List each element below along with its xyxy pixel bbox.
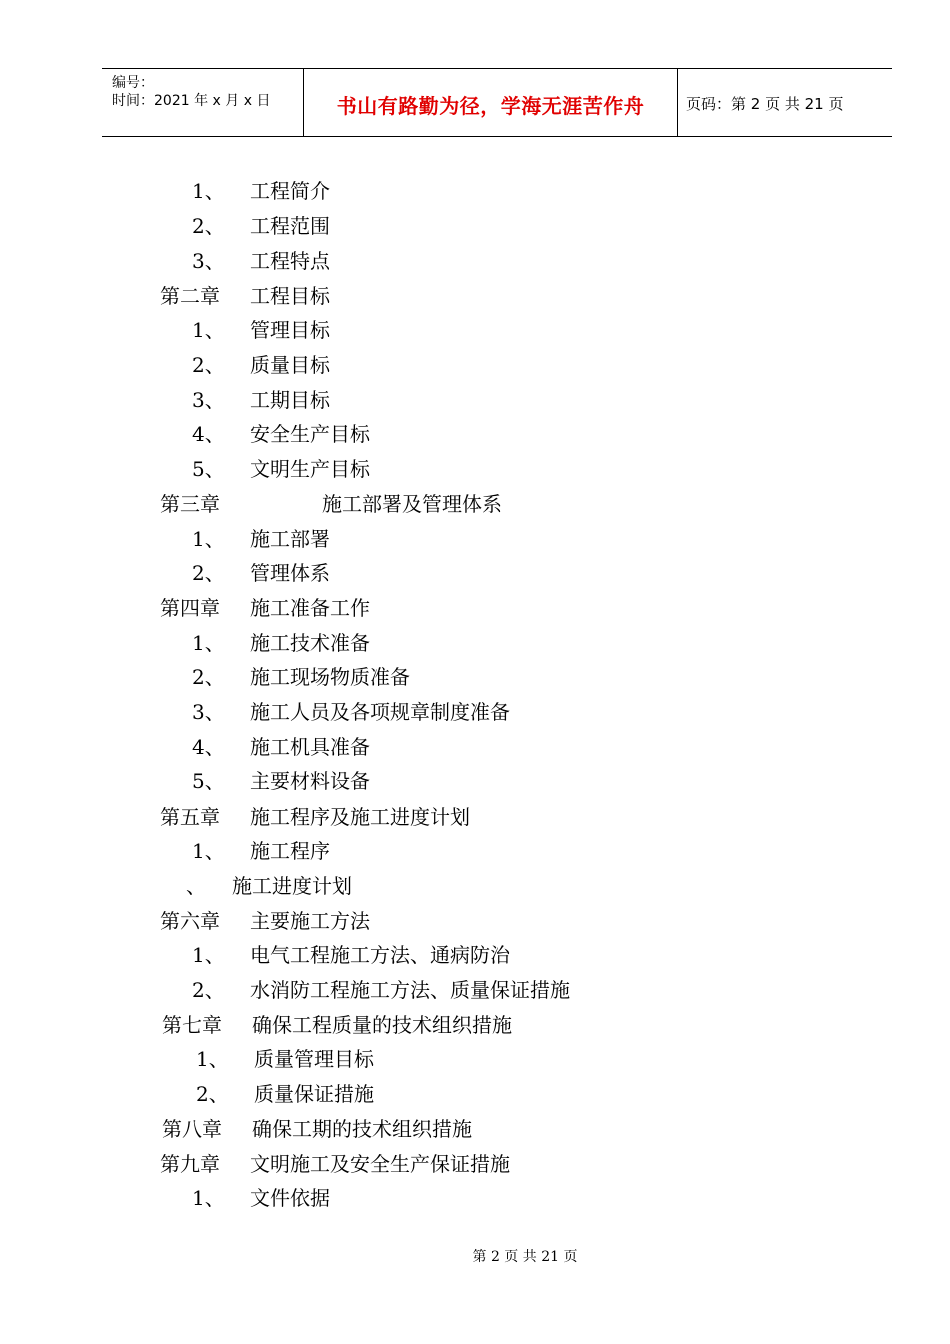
toc-item-number: 4、 (192, 735, 225, 759)
toc-item-title: 文件依据 (250, 1186, 330, 1210)
toc-item-title: 文明生产目标 (250, 457, 370, 481)
toc-item-title: 工程范围 (250, 214, 330, 238)
toc-item-number: 3、 (192, 700, 225, 724)
toc-item-title: 施工人员及各项规章制度准备 (250, 700, 510, 724)
toc-item-title: 主要材料设备 (250, 769, 370, 793)
toc-item-title: 施工机具准备 (250, 735, 370, 759)
toc-item-title: 工程简介 (250, 179, 330, 203)
toc-item-number: 5、 (192, 457, 225, 481)
toc-item-title: 工期目标 (250, 388, 330, 412)
toc-chapter-title: 确保工期的技术组织措施 (252, 1117, 472, 1141)
toc-item-title: 施工部署 (250, 527, 330, 551)
toc-item-number: 1、 (192, 631, 225, 655)
toc-item-number: 2、 (192, 561, 225, 585)
toc-item-number: 1、 (192, 839, 225, 863)
toc-item-title: 工程特点 (250, 249, 330, 273)
toc-item-number: 2、 (192, 353, 225, 377)
toc-item-title: 施工技术准备 (250, 631, 370, 655)
toc-chapter-title: 工程目标 (250, 284, 330, 308)
toc-item-number: 1、 (192, 318, 225, 342)
toc-item-title: 施工进度计划 (232, 874, 352, 898)
toc-chapter-title: 主要施工方法 (250, 909, 370, 933)
toc-item-number: 1、 (192, 943, 225, 967)
toc-item-number: 2、 (192, 214, 225, 238)
toc-item-number: 1、 (192, 527, 225, 551)
toc-chapter-number: 第五章 (160, 805, 220, 829)
toc-item-number: 5、 (192, 769, 225, 793)
toc-item-title: 质量目标 (250, 353, 330, 377)
toc-chapter-title: 施工程序及施工进度计划 (250, 805, 470, 829)
toc-chapter-number: 第三章 (160, 492, 220, 516)
toc-item-number: 3、 (192, 388, 225, 412)
toc-chapter-number: 第九章 (160, 1152, 220, 1176)
number-label: 编号： (112, 75, 154, 91)
toc-item-number: 3、 (192, 249, 225, 273)
toc-chapter-number: 第四章 (160, 596, 220, 620)
toc-item-number: 1、 (192, 1186, 225, 1210)
toc-item-title: 管理目标 (250, 318, 330, 342)
toc-chapter-number: 第七章 (162, 1013, 222, 1037)
toc-chapter-title: 确保工程质量的技术组织措施 (252, 1013, 512, 1037)
toc-item-number: 2、 (192, 665, 225, 689)
motto: 书山有路勤为径，学海无涯苦作舟 (336, 94, 645, 118)
toc-item-title: 安全生产目标 (250, 422, 370, 446)
toc-item-title: 质量保证措施 (254, 1082, 374, 1106)
toc-item-number: 1、 (196, 1047, 229, 1071)
toc-item-number: 2、 (192, 978, 225, 1002)
time-label: 时间：2021 年 x 月 x 日 (112, 93, 271, 109)
toc-item-title: 施工现场物质准备 (250, 665, 410, 689)
toc-item-number: 、 (186, 874, 206, 898)
toc-chapter-number: 第八章 (162, 1117, 222, 1141)
toc-item-title: 电气工程施工方法、通病防治 (250, 943, 510, 967)
toc-chapter-number: 第六章 (160, 909, 220, 933)
toc-chapter-title: 施工部署及管理体系 (322, 492, 502, 516)
toc-item-number: 2、 (196, 1082, 229, 1106)
toc-chapter-title: 施工准备工作 (250, 596, 370, 620)
toc-chapter-title: 文明施工及安全生产保证措施 (250, 1152, 510, 1176)
toc-item-number: 1、 (192, 179, 225, 203)
footer-page-number: 第 2 页 共 21 页 (472, 1249, 578, 1265)
toc-item-title: 施工程序 (250, 839, 330, 863)
toc-item-title: 管理体系 (250, 561, 330, 585)
toc-item-title: 水消防工程施工方法、质量保证措施 (250, 978, 570, 1002)
toc-item-title: 质量管理目标 (254, 1047, 374, 1071)
toc-chapter-number: 第二章 (160, 284, 220, 308)
page-code: 页码：第 2 页 共 21 页 (686, 95, 844, 113)
toc-item-number: 4、 (192, 422, 225, 446)
page-footer (0, 1246, 950, 1266)
